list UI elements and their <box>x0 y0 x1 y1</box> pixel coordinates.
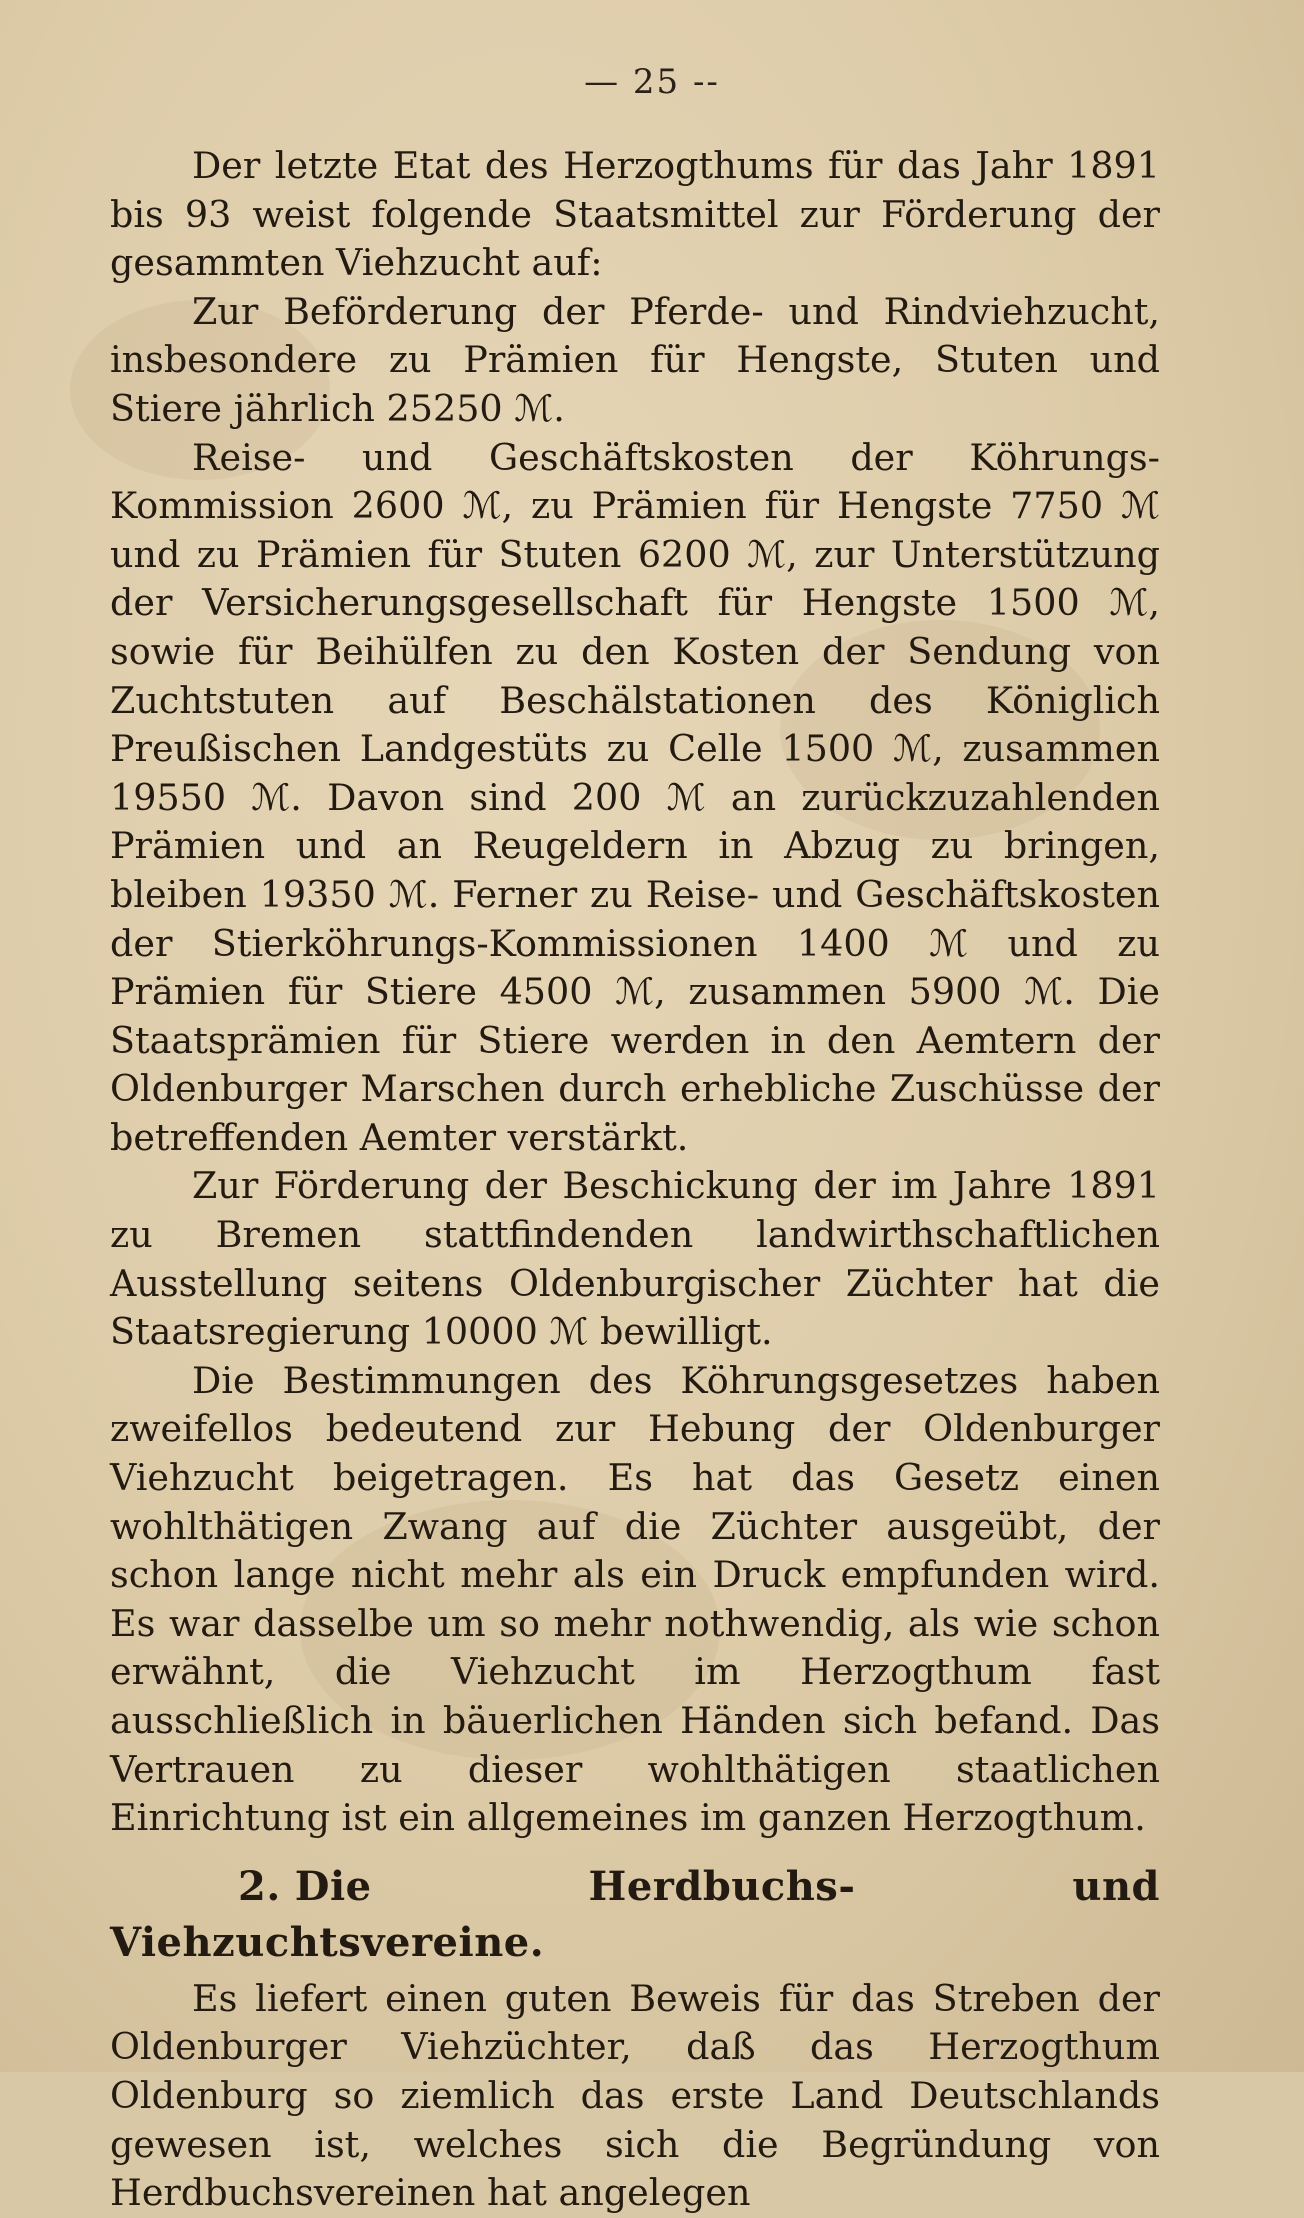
page-number: — 25 -- <box>584 62 720 102</box>
paragraph-herdbook-societies: Es liefert einen guten Beweis für das Streben der Oldenburger Viehzüchter, daß das Herzogthum Oldenburg so ziemlich das erste Land Deutschlands gewesen ist, welches sich die Begründung von Herdbuchsvereinen hat angelegen <box>110 1976 1160 2215</box>
section-heading <box>110 1859 1160 1971</box>
paragraph-budget-intro: Der letzte Etat des Herzogthums für das Jahr 1891 bis 93 weist folgende Staatsmittel zur Förderung der gesammten Viehzucht auf: <box>110 144 1160 285</box>
section-title: Die Herdbuchs- und Viehzuchtsvereine. <box>110 1862 1160 1966</box>
paragraph-commission-costs: Reise- und Geschäftskosten der Köhrungs-Kommission 2600 ℳ, zu Prämien für Hengste 7750 ℳ und zu Prämien für Stuten 6200 ℳ, zur Unterstützung der Versicherungsgesellschaft für Hengste 1500 ℳ, sowie für Beihülfen zu den Kosten der Sendung von Zuchtstuten auf Beschälstationen des Königlich Preußischen Landgestüts zu Celle 1500 ℳ, zusammen 19550 ℳ. Davon sind 200 ℳ an zurückzuzahlenden Prämien und an Reugeldern in Abzug zu bringen, bleiben 19350 ℳ. Ferner zu Reise- und Geschäftskosten der Stierköhrungs-Kommissionen 1400 ℳ und zu Prämien für Stiere 4500 ℳ, zusammen 5900 ℳ. Die Staatsprämien für Stiere werden in den Aemtern der Oldenburger Marschen durch erhebliche Zuschüsse der betreffenden Aemter verstärkt. <box>110 435 1160 1159</box>
body-text <box>110 142 1160 2218</box>
paragraph-koehrung-law: Die Bestimmungen des Köhrungsgesetzes haben zweifellos bedeutend zur Hebung der Oldenburger Viehzucht beigetragen. Es hat das Gesetz einen wohlthätigen Zwang auf die Züchter ausgeübt, der schon lange nicht mehr als ein Druck empfunden wird. Es war dasselbe um so mehr nothwendig, als wie schon erwähnt, die Viehzucht im Herzogthum fast ausschließlich in bäuerlichen Händen sich befand. Das Vertrauen zu dieser wohlthätigen staatlichen Einrichtung ist ein allgemeines im ganzen Herzogthum. <box>110 1358 1160 1840</box>
paragraph-horse-cattle-premiums: Zur Beförderung der Pferde- und Rindviehzucht, insbesondere zu Prämien für Hengste, Stuten und Stiere jährlich 25250 ℳ. <box>110 289 1160 430</box>
section-number: 2. <box>238 1862 281 1910</box>
paragraph-bremen-exhibition: Zur Förderung der Beschickung der im Jahre 1891 zu Bremen stattfindenden landwirthschaftlichen Ausstellung seitens Oldenburgischer Züchter hat die Staatsregierung 10000 ℳ bewilligt. <box>110 1164 1160 1354</box>
